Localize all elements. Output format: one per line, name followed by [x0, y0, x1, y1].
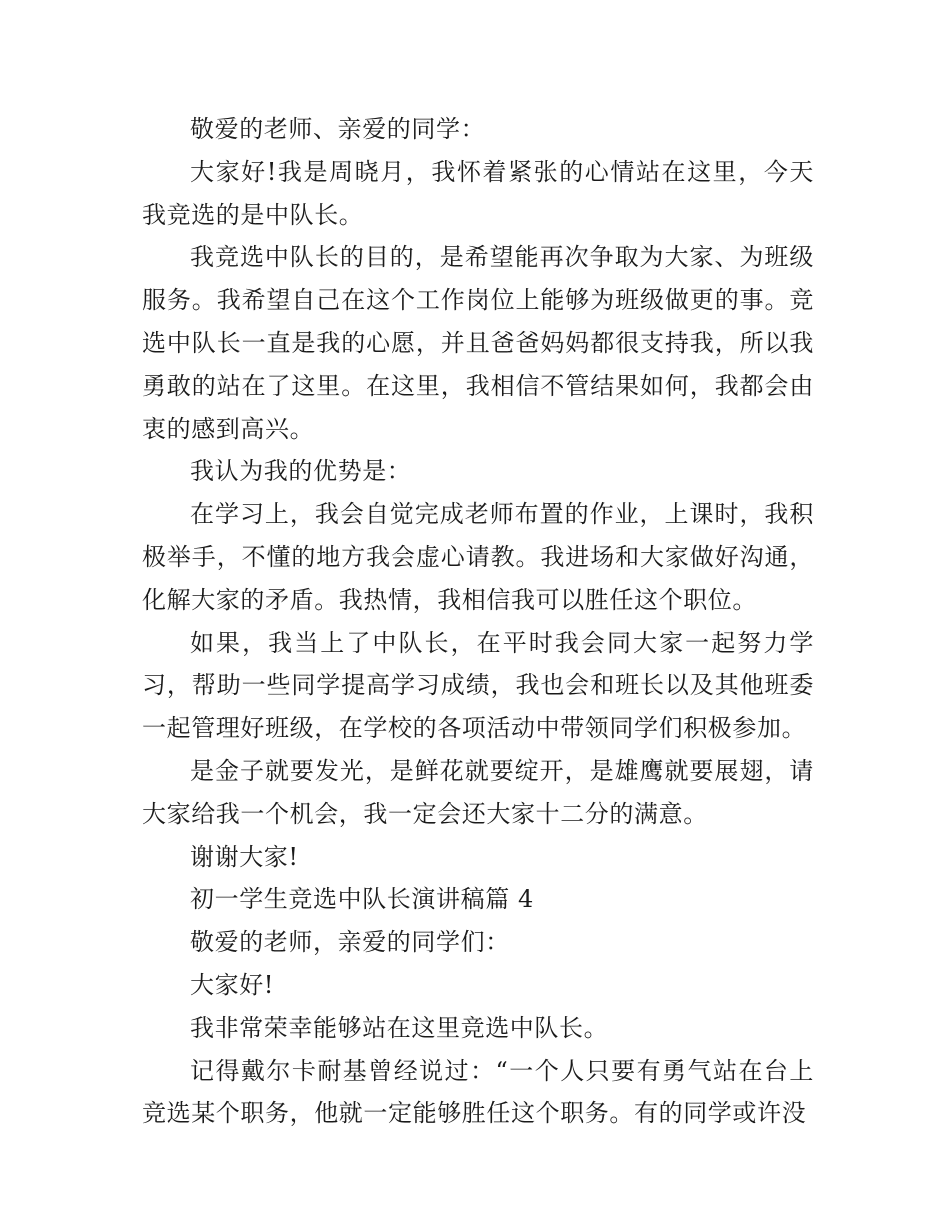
- paragraph-quote: 记得戴尔卡耐基曾经说过：“一个人只要有勇气站在台上竞选某个职务，他就一定能够胜任这个职务。有的同学或许没: [142, 1056, 814, 1128]
- paragraph-study: 在学习上，我会自觉完成老师布置的作业，上课时，我积极举手，不懂的地方我会虚心请教。我进场和大家做好沟通，化解大家的矛盾。我热情，我相信我可以胜任这个职位。: [142, 500, 814, 614]
- salutation: 敬爱的老师、亲爱的同学：: [190, 115, 486, 143]
- paragraph-thanks: 谢谢大家!: [190, 842, 299, 871]
- document-page: [142, 108, 814, 1135]
- paragraph-honored: 我非常荣幸能够站在这里竞选中队长。: [190, 1013, 609, 1042]
- paragraph-purpose: 我竞选中队长的目的，是希望能再次争取为大家、为班级服务。我希望自己在这个工作岗位上能够为班级做更的事。竞选中队长一直是我的心愿，并且爸爸妈妈都很支持我，所以我勇敢的站在了这里。在这里，我相信不管结果如何，我都会由衷的感到高兴。: [142, 243, 814, 443]
- paragraph-closing: 是金子就要发光，是鲜花就要绽开，是雄鹰就要展翅，请大家给我一个机会，我一定会还大家十二分的满意。: [142, 756, 814, 828]
- paragraph-plan: 如果，我当上了中队长，在平时我会同大家一起努力学习，帮助一些同学提高学习成绩，我也会和班长以及其他班委一起管理好班级，在学校的各项活动中带领同学们积极参加。: [142, 628, 814, 743]
- salutation-2: 敬爱的老师，亲爱的同学们：: [190, 928, 510, 957]
- paragraph-greeting: 大家好!我是周晓月，我怀着紧张的心情站在这里，今天我竞选的是中队长。: [142, 157, 814, 229]
- section-title: 初一学生竞选中队长演讲稿篇 4: [190, 885, 534, 914]
- paragraph-advantages-heading: 我认为我的优势是：: [190, 457, 412, 486]
- paragraph-hello: 大家好!: [190, 970, 275, 999]
